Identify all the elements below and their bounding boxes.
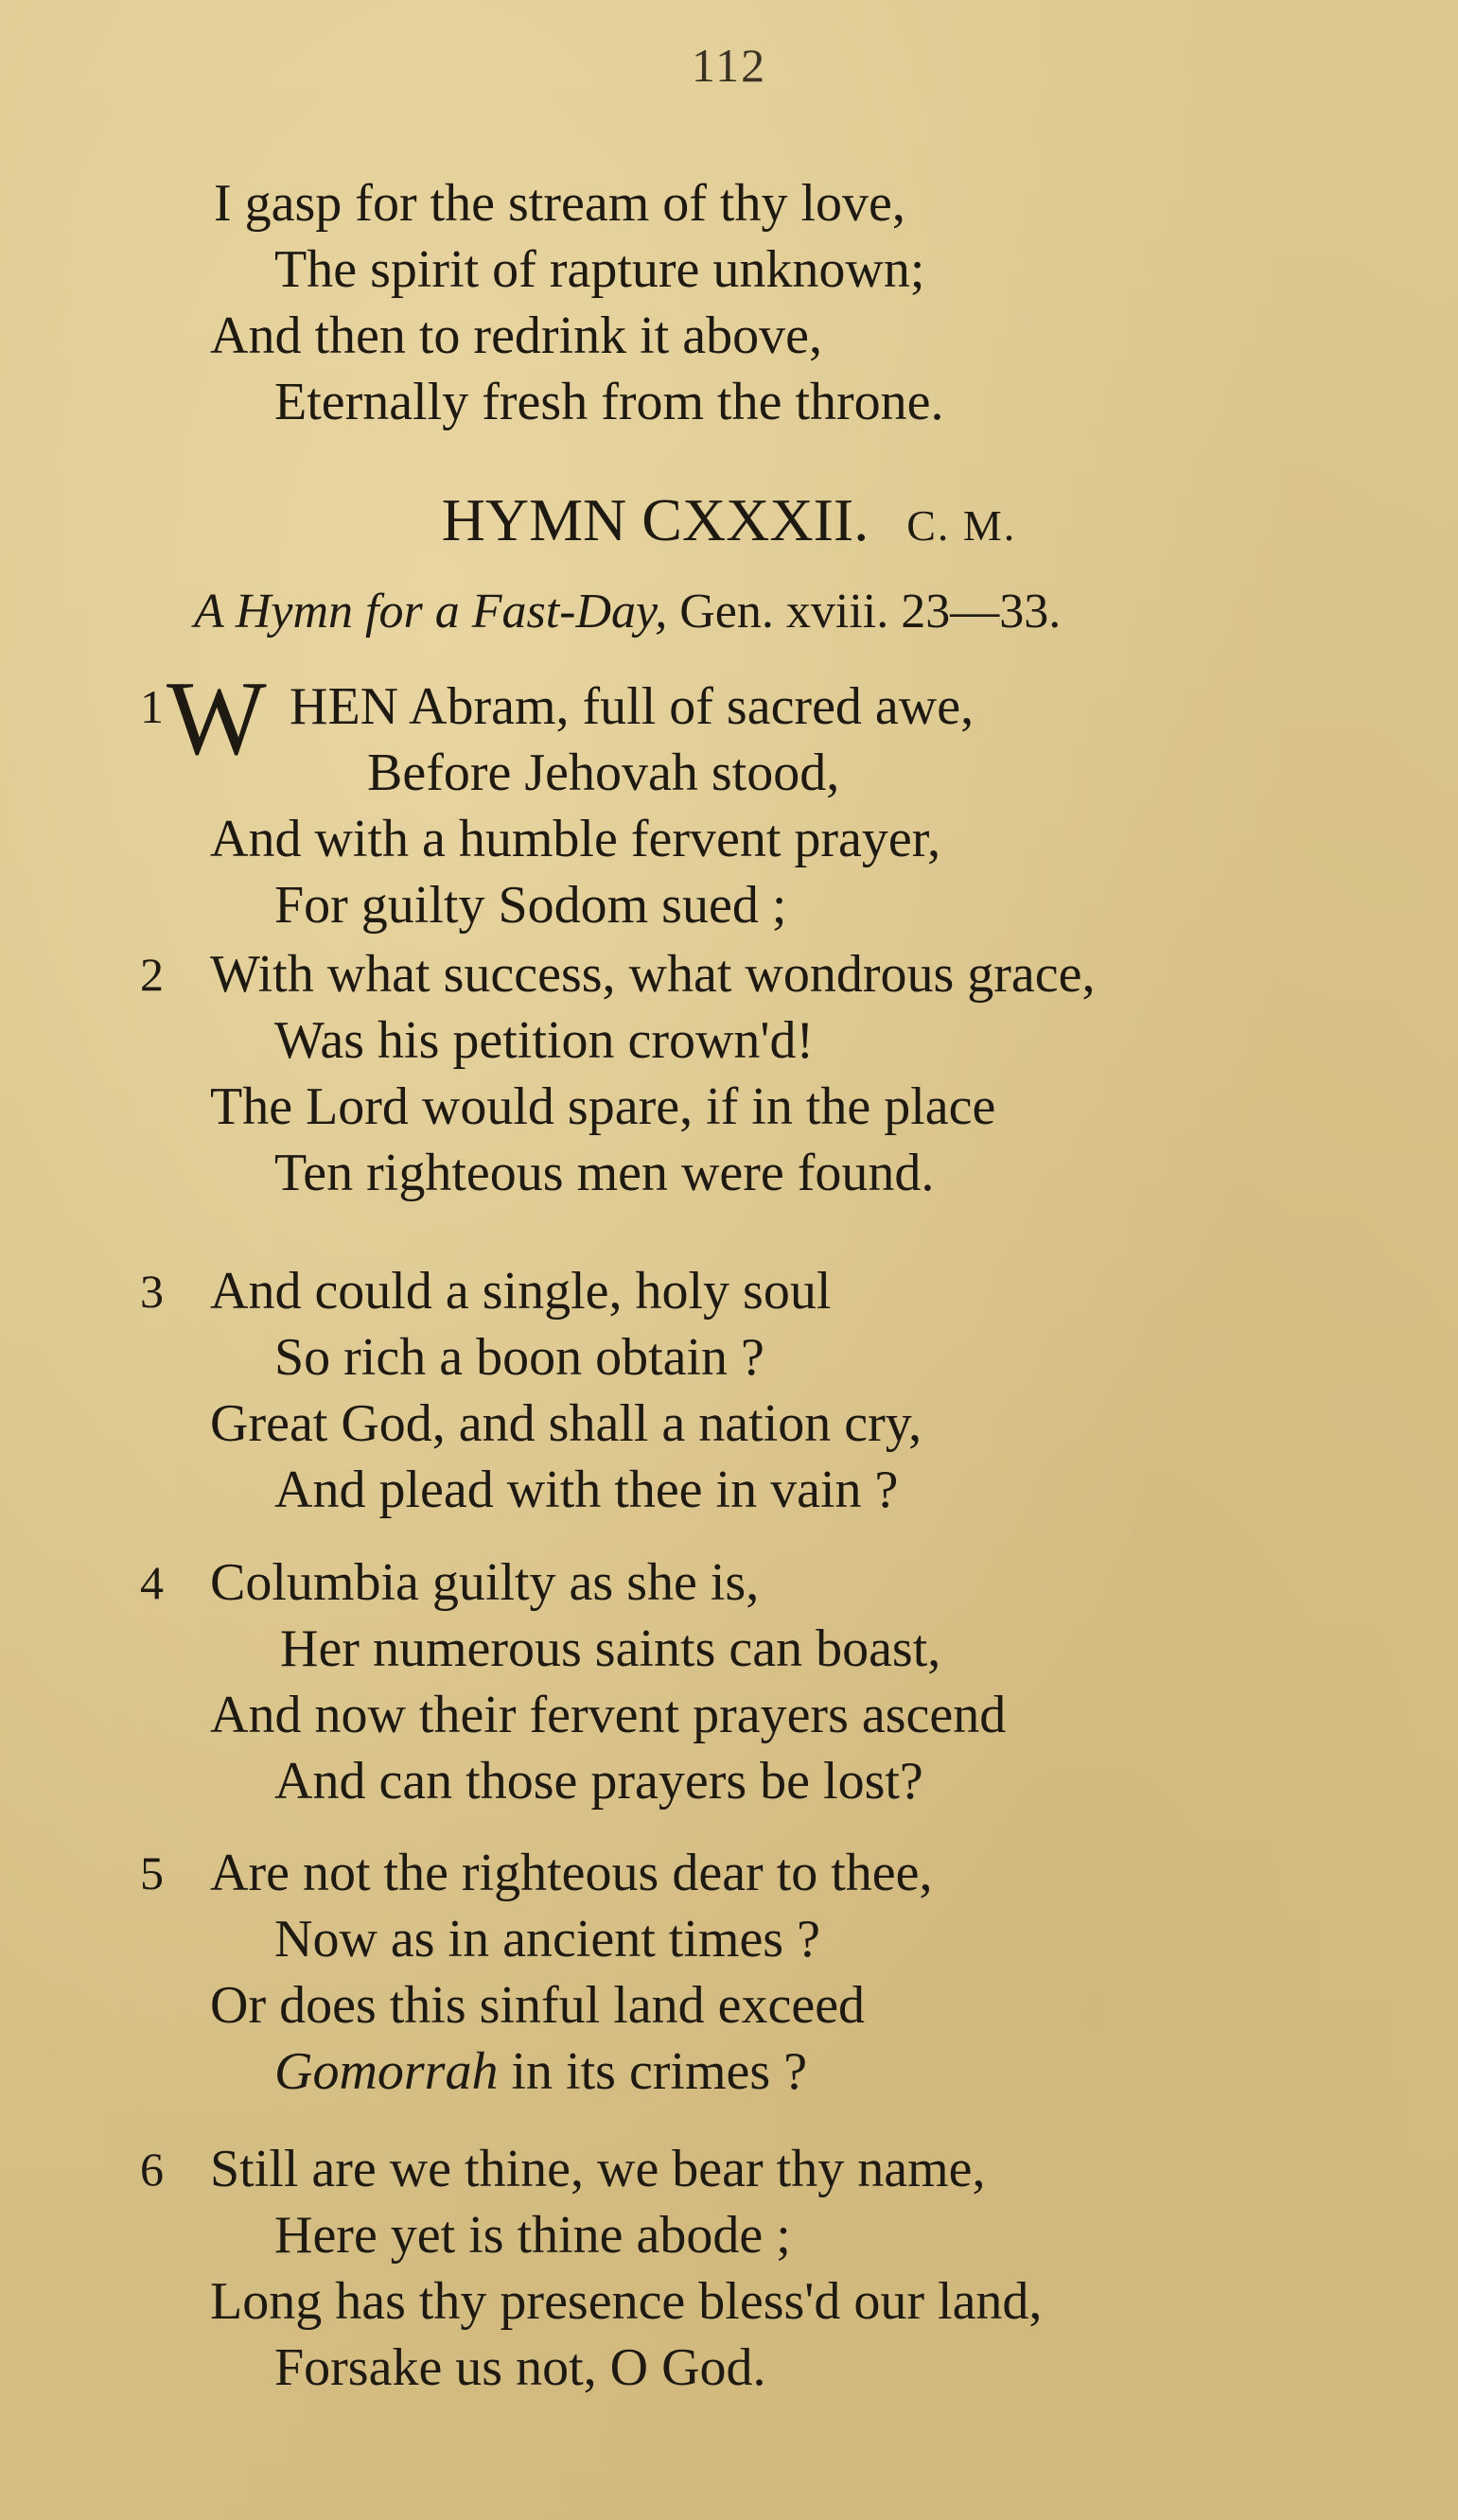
stanza-1-line-3: And with a humble fervent prayer, — [210, 810, 941, 868]
stanza-5-line-2: Now as in ancient times ? — [274, 1910, 820, 1969]
hymn-meter: C. M. — [906, 501, 1017, 550]
stanza-6-line-3: Long has thy presence bless'd our land, — [210, 2272, 1043, 2331]
stanza-3-line-1: And could a single, holy soul — [210, 1262, 832, 1321]
stanza-number: 4 — [140, 1556, 164, 1609]
stanza-2-line-4: Ten righteous men were found. — [274, 1144, 935, 1202]
stanza-1-line-4: For guilty Sodom sued ; — [274, 876, 787, 935]
stanza-5-line-3: Or does this sinful land exceed — [210, 1976, 866, 2035]
stanza-4-line-4: And can those prayers be lost? — [274, 1752, 923, 1811]
drop-cap: W — [167, 660, 267, 778]
stanza-number: 6 — [140, 2143, 164, 2196]
stanza-number: 3 — [140, 1265, 164, 1318]
stanza-4-line-3: And now their fervent prayers ascend — [210, 1686, 1007, 1744]
stanza-1-line-1: HEN Abram, full of sacred awe, — [290, 677, 975, 736]
stanza-5-line-1: Are not the righteous dear to thee, — [210, 1844, 933, 1902]
stanza-5-line-4 — [274, 2039, 807, 2105]
stanza-3-line-2: So rich a boon obtain ? — [274, 1328, 764, 1387]
stanza-2-line-1: With what success, what wondrous grace, — [210, 945, 1096, 1004]
opening-line-1: I gasp for the stream of thy love, — [214, 174, 905, 233]
stanza-5-line-4-rest: in its crimes ? — [498, 2042, 808, 2101]
stanza-6-line-4: Forsake us not, O God. — [274, 2338, 766, 2397]
stanza-4-line-2: Her numerous saints can boast, — [280, 1619, 941, 1678]
stanza-4-line-1: Columbia guilty as she is, — [210, 1553, 760, 1612]
stanza-6-line-1: Still are we thine, we bear thy name, — [210, 2140, 986, 2198]
italic-place-name: Gomorrah — [274, 2042, 499, 2101]
hymn-subtitle-italic: A Hymn for a Fast-Day, — [194, 585, 668, 639]
hymn-title — [0, 482, 1458, 564]
stanza-2-line-2: Was his petition crown'd! — [274, 1011, 815, 1070]
stanza-number: 2 — [140, 948, 164, 1001]
stanza-number: 5 — [140, 1846, 164, 1899]
hymn-scripture-reference: Gen. xviii. 23—33. — [679, 585, 1062, 639]
hymn-subtitle — [194, 579, 1061, 645]
hymn-title-text: HYMN CXXXII. — [441, 486, 870, 553]
opening-line-3: And then to redrink it above, — [210, 306, 822, 365]
stanza-2-line-3: The Lord would spare, if in the place — [210, 1077, 996, 1136]
stanza-number: 1 — [140, 680, 164, 733]
stanza-3-line-4: And plead with thee in vain ? — [274, 1461, 899, 1519]
stanza-3-line-3: Great God, and shall a nation cry, — [210, 1394, 922, 1453]
stanza-1-line-2: Before Jehovah stood, — [367, 744, 840, 802]
opening-line-2: The spirit of rapture unknown; — [274, 240, 925, 299]
opening-line-4: Eternally fresh from the throne. — [274, 373, 944, 431]
stanza-6-line-2: Here yet is thine abode ; — [274, 2206, 791, 2265]
page-number: 112 — [691, 39, 767, 92]
